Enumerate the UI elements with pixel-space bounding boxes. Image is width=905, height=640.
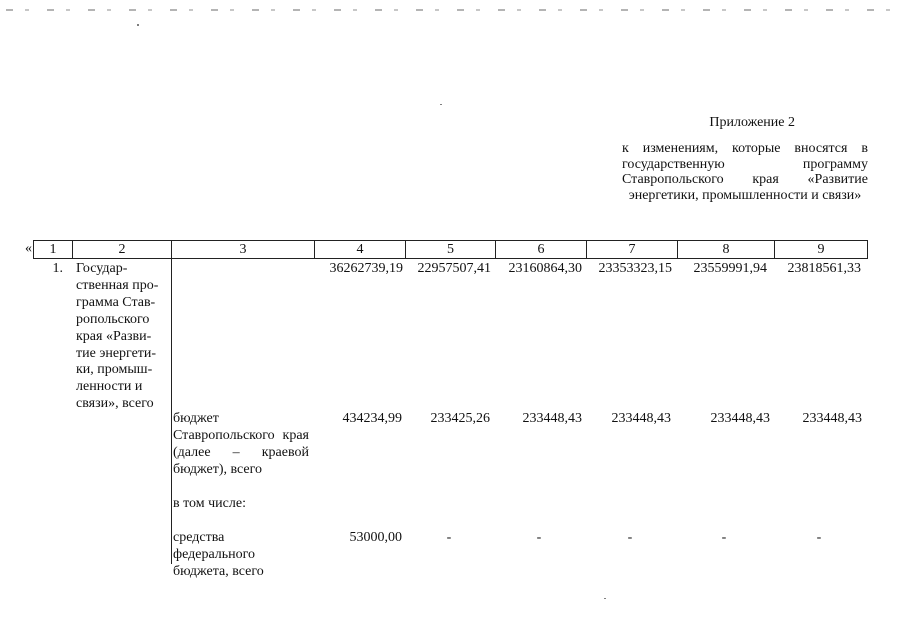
subheading-including: в том числе: [173, 496, 246, 511]
row4-value-col7: - [627, 530, 633, 545]
row2-value-col4: 434234,99 [342, 411, 402, 426]
appendix-title: Приложение 2 [709, 115, 795, 130]
header-cell-8: 8 [678, 241, 775, 258]
header-cell-9: 9 [817, 242, 825, 257]
header-cell-1: 1 [34, 241, 73, 258]
row1-value-col5: 22957507,41 [417, 261, 491, 276]
row2-value-col7: 233448,43 [611, 411, 671, 426]
funding-source-federal: средства федерального бюджета, всего [173, 530, 264, 579]
row1-value-col4: 36262739,19 [329, 261, 403, 276]
row2-value-col5: 233425,26 [430, 411, 490, 426]
row4-value-col8: - [721, 530, 727, 545]
table-header-row [33, 240, 868, 259]
row4-value-col9: - [816, 530, 822, 545]
header-cell-3: 3 [172, 241, 315, 258]
row2-value-col9: 233448,43 [802, 411, 862, 426]
header-cell-6: 6 [496, 241, 587, 258]
header-cell-5: 5 [406, 241, 496, 258]
header-cell-4: 4 [315, 241, 406, 258]
appendix-note: к изменениям, которые вносятся в государственную программу Ставропольского края «Развитие энергетики, промышленности и связи» [622, 141, 868, 203]
appendix-header [622, 114, 868, 203]
row4-value-col5: - [446, 530, 452, 545]
header-cell-2: 2 [73, 241, 172, 258]
row-number: 1. [52, 261, 63, 276]
funding-source-regional: бюджет Ставропольского края (далее – краевой бюджет), всего [173, 411, 309, 477]
row1-value-col7: 23353323,15 [598, 261, 672, 276]
open-quote: « [25, 241, 32, 256]
program-name: Государ-ственная про-грамма Став-ропольского края «Разви-тие энергети-ки, промыш-ленности и связи», всего [76, 261, 159, 412]
scan-speck [440, 104, 442, 105]
scan-artifact-line [6, 9, 899, 11]
row2-value-col6: 233448,43 [522, 411, 582, 426]
row4-value-col4: 53000,00 [349, 530, 402, 545]
row1-value-col9: 23818561,33 [787, 261, 861, 276]
scan-speck [137, 24, 139, 26]
row4-value-col6: - [536, 530, 542, 545]
row1-value-col8: 23559991,94 [693, 261, 767, 276]
row1-value-col6: 23160864,30 [508, 261, 582, 276]
row2-value-col8: 233448,43 [710, 411, 770, 426]
column-divider [171, 257, 172, 564]
scan-speck [604, 598, 606, 599]
header-cell-7: 7 [587, 241, 678, 258]
